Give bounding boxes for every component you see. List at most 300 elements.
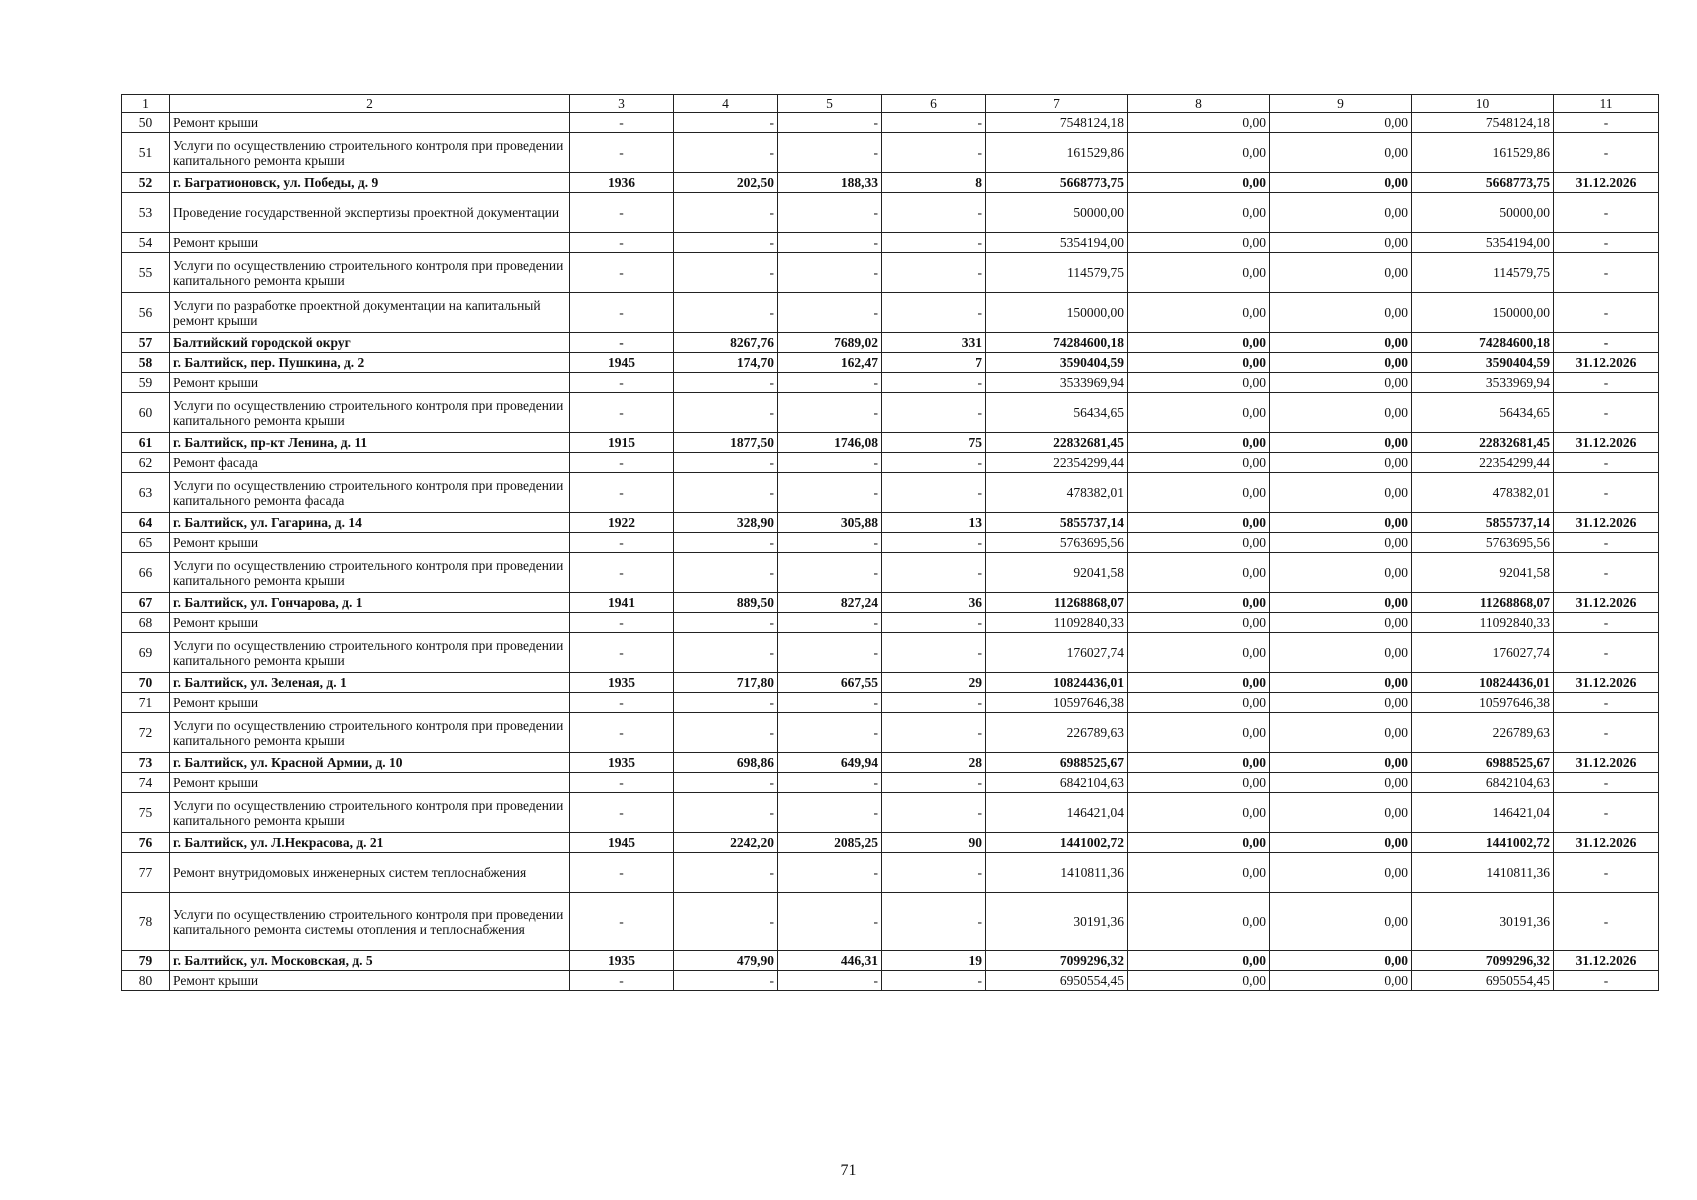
col3-cell: 1936: [570, 173, 674, 193]
work-name-cell: Ремонт крыши: [170, 613, 570, 633]
row-number-cell: 67: [122, 593, 170, 613]
row-number-cell: 69: [122, 633, 170, 673]
col5-cell: 162,47: [778, 353, 882, 373]
col3-cell: 1922: [570, 513, 674, 533]
col3-cell: -: [570, 133, 674, 173]
header-cell: 1: [122, 95, 170, 113]
col7-cell: 5763695,56: [986, 533, 1128, 553]
col7-cell: 7548124,18: [986, 113, 1128, 133]
row-number-cell: 62: [122, 453, 170, 473]
col6-cell: 75: [882, 433, 986, 453]
table-row-work: [122, 693, 1659, 713]
col11-cell: -: [1554, 693, 1659, 713]
col10-cell: 5668773,75: [1412, 173, 1554, 193]
col3-cell: -: [570, 453, 674, 473]
col11-cell: -: [1554, 633, 1659, 673]
col11-cell: -: [1554, 893, 1659, 951]
table-row-object: [122, 333, 1659, 353]
table-row-work: [122, 633, 1659, 673]
col8-cell: 0,00: [1128, 633, 1270, 673]
col9-cell: 0,00: [1270, 713, 1412, 753]
col8-cell: 0,00: [1128, 353, 1270, 373]
row-number-cell: 74: [122, 773, 170, 793]
col11-cell: 31.12.2026: [1554, 513, 1659, 533]
col3-cell: -: [570, 473, 674, 513]
col6-cell: -: [882, 693, 986, 713]
col3-cell: -: [570, 533, 674, 553]
col11-cell: 31.12.2026: [1554, 173, 1659, 193]
col5-cell: -: [778, 133, 882, 173]
col7-cell: 161529,86: [986, 133, 1128, 173]
table-row-work: [122, 233, 1659, 253]
col8-cell: 0,00: [1128, 971, 1270, 991]
col10-cell: 5855737,14: [1412, 513, 1554, 533]
col11-cell: -: [1554, 793, 1659, 833]
col5-cell: -: [778, 473, 882, 513]
col3-cell: -: [570, 893, 674, 951]
col7-cell: 1410811,36: [986, 853, 1128, 893]
col10-cell: 7099296,32: [1412, 951, 1554, 971]
col10-cell: 3590404,59: [1412, 353, 1554, 373]
col8-cell: 0,00: [1128, 673, 1270, 693]
col9-cell: 0,00: [1270, 393, 1412, 433]
work-name-cell: г. Балтийск, ул. Л.Некрасова, д. 21: [170, 833, 570, 853]
col8-cell: 0,00: [1128, 833, 1270, 853]
col7-cell: 11268868,07: [986, 593, 1128, 613]
col8-cell: 0,00: [1128, 853, 1270, 893]
col10-cell: 161529,86: [1412, 133, 1554, 173]
table-row-work: [122, 613, 1659, 633]
col4-cell: 8267,76: [674, 333, 778, 353]
col7-cell: 5668773,75: [986, 173, 1128, 193]
col9-cell: 0,00: [1270, 233, 1412, 253]
header-cell: 7: [986, 95, 1128, 113]
col9-cell: 0,00: [1270, 173, 1412, 193]
col10-cell: 5354194,00: [1412, 233, 1554, 253]
table-row-object: [122, 753, 1659, 773]
col11-cell: 31.12.2026: [1554, 833, 1659, 853]
page-number: 71: [840, 1162, 857, 1179]
row-number-cell: 57: [122, 333, 170, 353]
col9-cell: 0,00: [1270, 951, 1412, 971]
col7-cell: 7099296,32: [986, 951, 1128, 971]
table-row-work: [122, 553, 1659, 593]
table-row-work: [122, 971, 1659, 991]
col10-cell: 478382,01: [1412, 473, 1554, 513]
row-number-cell: 54: [122, 233, 170, 253]
col11-cell: -: [1554, 613, 1659, 633]
col7-cell: 30191,36: [986, 893, 1128, 951]
col5-cell: -: [778, 113, 882, 133]
col3-cell: -: [570, 233, 674, 253]
col5-cell: 667,55: [778, 673, 882, 693]
work-name-cell: Услуги по осуществлению строительного контроля при проведении капитального ремонта фасада: [170, 473, 570, 513]
col5-cell: 188,33: [778, 173, 882, 193]
col10-cell: 11268868,07: [1412, 593, 1554, 613]
col7-cell: 10824436,01: [986, 673, 1128, 693]
col10-cell: 6842104,63: [1412, 773, 1554, 793]
header-cell: 11: [1554, 95, 1659, 113]
col11-cell: 31.12.2026: [1554, 673, 1659, 693]
col5-cell: -: [778, 233, 882, 253]
col10-cell: 6988525,67: [1412, 753, 1554, 773]
table-row-work: [122, 473, 1659, 513]
col7-cell: 478382,01: [986, 473, 1128, 513]
col5-cell: -: [778, 893, 882, 951]
col9-cell: 0,00: [1270, 373, 1412, 393]
col4-cell: -: [674, 233, 778, 253]
work-name-cell: Услуги по осуществлению строительного контроля при проведении капитального ремонта крыши: [170, 133, 570, 173]
table-row-work: [122, 113, 1659, 133]
table-row-work: [122, 773, 1659, 793]
col9-cell: 0,00: [1270, 793, 1412, 833]
col9-cell: 0,00: [1270, 293, 1412, 333]
row-number-cell: 61: [122, 433, 170, 453]
table-row-object: [122, 951, 1659, 971]
col6-cell: -: [882, 253, 986, 293]
row-number-cell: 68: [122, 613, 170, 633]
col4-cell: 174,70: [674, 353, 778, 373]
col4-cell: -: [674, 113, 778, 133]
row-number-cell: 60: [122, 393, 170, 433]
col9-cell: 0,00: [1270, 193, 1412, 233]
work-name-cell: Услуги по осуществлению строительного контроля при проведении капитального ремонта крыши: [170, 553, 570, 593]
table-row-object: [122, 833, 1659, 853]
col6-cell: 90: [882, 833, 986, 853]
table-body: [122, 95, 1659, 991]
row-number-cell: 55: [122, 253, 170, 293]
col3-cell: -: [570, 113, 674, 133]
col10-cell: 114579,75: [1412, 253, 1554, 293]
table-row-work: [122, 373, 1659, 393]
col3-cell: -: [570, 613, 674, 633]
header-cell: 3: [570, 95, 674, 113]
col7-cell: 114579,75: [986, 253, 1128, 293]
col9-cell: 0,00: [1270, 353, 1412, 373]
repair-register-table: [121, 94, 1659, 991]
header-cell: 8: [1128, 95, 1270, 113]
col8-cell: 0,00: [1128, 593, 1270, 613]
col11-cell: -: [1554, 133, 1659, 173]
col3-cell: -: [570, 333, 674, 353]
col4-cell: -: [674, 453, 778, 473]
col11-cell: 31.12.2026: [1554, 951, 1659, 971]
col6-cell: -: [882, 133, 986, 173]
col5-cell: -: [778, 253, 882, 293]
col9-cell: 0,00: [1270, 533, 1412, 553]
table-row-work: [122, 253, 1659, 293]
col5-cell: -: [778, 293, 882, 333]
col6-cell: 19: [882, 951, 986, 971]
col10-cell: 226789,63: [1412, 713, 1554, 753]
col3-cell: 1935: [570, 673, 674, 693]
col9-cell: 0,00: [1270, 893, 1412, 951]
col11-cell: -: [1554, 293, 1659, 333]
col10-cell: 6950554,45: [1412, 971, 1554, 991]
col7-cell: 226789,63: [986, 713, 1128, 753]
col4-cell: -: [674, 553, 778, 593]
work-name-cell: г. Балтийск, ул. Красной Армии, д. 10: [170, 753, 570, 773]
col11-cell: 31.12.2026: [1554, 753, 1659, 773]
col8-cell: 0,00: [1128, 173, 1270, 193]
work-name-cell: Услуги по разработке проектной документации на капитальный ремонт крыши: [170, 293, 570, 333]
col10-cell: 22354299,44: [1412, 453, 1554, 473]
col6-cell: -: [882, 373, 986, 393]
work-name-cell: Ремонт фасада: [170, 453, 570, 473]
header-cell: 10: [1412, 95, 1554, 113]
table-row-work: [122, 193, 1659, 233]
col10-cell: 7548124,18: [1412, 113, 1554, 133]
col4-cell: 889,50: [674, 593, 778, 613]
col7-cell: 74284600,18: [986, 333, 1128, 353]
table-row-object: [122, 173, 1659, 193]
col6-cell: 36: [882, 593, 986, 613]
row-number-cell: 59: [122, 373, 170, 393]
col10-cell: 10824436,01: [1412, 673, 1554, 693]
col5-cell: 649,94: [778, 753, 882, 773]
col9-cell: 0,00: [1270, 473, 1412, 513]
col10-cell: 1410811,36: [1412, 853, 1554, 893]
table-row-work: [122, 453, 1659, 473]
table-row-work: [122, 533, 1659, 553]
work-name-cell: Ремонт крыши: [170, 373, 570, 393]
row-number-cell: 77: [122, 853, 170, 893]
col6-cell: -: [882, 533, 986, 553]
col7-cell: 5855737,14: [986, 513, 1128, 533]
col3-cell: -: [570, 253, 674, 293]
row-number-cell: 66: [122, 553, 170, 593]
col4-cell: -: [674, 713, 778, 753]
col3-cell: -: [570, 193, 674, 233]
col11-cell: -: [1554, 533, 1659, 553]
col4-cell: -: [674, 893, 778, 951]
row-number-cell: 75: [122, 793, 170, 833]
col7-cell: 146421,04: [986, 793, 1128, 833]
col6-cell: -: [882, 233, 986, 253]
col11-cell: 31.12.2026: [1554, 353, 1659, 373]
col10-cell: 11092840,33: [1412, 613, 1554, 633]
row-number-cell: 50: [122, 113, 170, 133]
row-number-cell: 71: [122, 693, 170, 713]
col10-cell: 150000,00: [1412, 293, 1554, 333]
col5-cell: -: [778, 633, 882, 673]
work-name-cell: г. Балтийск, пр-кт Ленина, д. 11: [170, 433, 570, 453]
col7-cell: 50000,00: [986, 193, 1128, 233]
col8-cell: 0,00: [1128, 693, 1270, 713]
col9-cell: 0,00: [1270, 253, 1412, 293]
col7-cell: 176027,74: [986, 633, 1128, 673]
col6-cell: 13: [882, 513, 986, 533]
col8-cell: 0,00: [1128, 753, 1270, 773]
col6-cell: -: [882, 893, 986, 951]
work-name-cell: Ремонт крыши: [170, 233, 570, 253]
col6-cell: -: [882, 113, 986, 133]
row-number-cell: 79: [122, 951, 170, 971]
col4-cell: 2242,20: [674, 833, 778, 853]
col6-cell: -: [882, 713, 986, 753]
col4-cell: 202,50: [674, 173, 778, 193]
col11-cell: -: [1554, 193, 1659, 233]
col11-cell: -: [1554, 253, 1659, 293]
col5-cell: -: [778, 713, 882, 753]
col5-cell: -: [778, 773, 882, 793]
col4-cell: -: [674, 793, 778, 833]
col9-cell: 0,00: [1270, 753, 1412, 773]
work-name-cell: Ремонт крыши: [170, 773, 570, 793]
col4-cell: -: [674, 971, 778, 991]
row-number-cell: 53: [122, 193, 170, 233]
work-name-cell: г. Балтийск, ул. Московская, д. 5: [170, 951, 570, 971]
col9-cell: 0,00: [1270, 593, 1412, 613]
col9-cell: 0,00: [1270, 113, 1412, 133]
row-number-cell: 72: [122, 713, 170, 753]
col4-cell: -: [674, 853, 778, 893]
col7-cell: 150000,00: [986, 293, 1128, 333]
col11-cell: -: [1554, 393, 1659, 433]
col11-cell: -: [1554, 773, 1659, 793]
col4-cell: -: [674, 693, 778, 713]
column-number-header: [122, 95, 1659, 113]
col10-cell: 3533969,94: [1412, 373, 1554, 393]
row-number-cell: 76: [122, 833, 170, 853]
table-row-work: [122, 853, 1659, 893]
col4-cell: -: [674, 613, 778, 633]
col4-cell: -: [674, 293, 778, 333]
col3-cell: -: [570, 773, 674, 793]
table-row-object: [122, 433, 1659, 453]
col4-cell: 479,90: [674, 951, 778, 971]
col5-cell: -: [778, 533, 882, 553]
col11-cell: -: [1554, 333, 1659, 353]
col5-cell: -: [778, 453, 882, 473]
table-row-work: [122, 393, 1659, 433]
col10-cell: 74284600,18: [1412, 333, 1554, 353]
col11-cell: -: [1554, 373, 1659, 393]
col4-cell: -: [674, 133, 778, 173]
col4-cell: -: [674, 253, 778, 293]
col3-cell: 1945: [570, 353, 674, 373]
col8-cell: 0,00: [1128, 113, 1270, 133]
col4-cell: -: [674, 473, 778, 513]
col7-cell: 3533969,94: [986, 373, 1128, 393]
col3-cell: -: [570, 713, 674, 753]
col4-cell: -: [674, 533, 778, 553]
col6-cell: -: [882, 393, 986, 433]
col7-cell: 56434,65: [986, 393, 1128, 433]
work-name-cell: г. Багратионовск, ул. Победы, д. 9: [170, 173, 570, 193]
col6-cell: 7: [882, 353, 986, 373]
col6-cell: -: [882, 453, 986, 473]
col3-cell: -: [570, 853, 674, 893]
work-name-cell: Услуги по осуществлению строительного контроля при проведении капитального ремонта системы отопления и теплоснабжения: [170, 893, 570, 951]
col5-cell: -: [778, 373, 882, 393]
col7-cell: 10597646,38: [986, 693, 1128, 713]
col9-cell: 0,00: [1270, 633, 1412, 673]
col8-cell: 0,00: [1128, 373, 1270, 393]
col4-cell: -: [674, 633, 778, 673]
col6-cell: -: [882, 633, 986, 673]
col4-cell: -: [674, 373, 778, 393]
col5-cell: 1746,08: [778, 433, 882, 453]
row-number-cell: 80: [122, 971, 170, 991]
row-number-cell: 51: [122, 133, 170, 173]
work-name-cell: г. Балтийск, ул. Гагарина, д. 14: [170, 513, 570, 533]
col8-cell: 0,00: [1128, 893, 1270, 951]
col11-cell: -: [1554, 453, 1659, 473]
col3-cell: 1941: [570, 593, 674, 613]
col5-cell: -: [778, 613, 882, 633]
col5-cell: -: [778, 553, 882, 593]
col5-cell: -: [778, 853, 882, 893]
table-row-work: [122, 893, 1659, 951]
col4-cell: 1877,50: [674, 433, 778, 453]
col4-cell: 698,86: [674, 753, 778, 773]
col10-cell: 30191,36: [1412, 893, 1554, 951]
row-number-cell: 58: [122, 353, 170, 373]
col7-cell: 22832681,45: [986, 433, 1128, 453]
col7-cell: 92041,58: [986, 553, 1128, 593]
row-number-cell: 78: [122, 893, 170, 951]
col4-cell: -: [674, 393, 778, 433]
work-name-cell: Ремонт крыши: [170, 971, 570, 991]
col7-cell: 6988525,67: [986, 753, 1128, 773]
col3-cell: 1915: [570, 433, 674, 453]
col7-cell: 1441002,72: [986, 833, 1128, 853]
col5-cell: 446,31: [778, 951, 882, 971]
col9-cell: 0,00: [1270, 453, 1412, 473]
col11-cell: 31.12.2026: [1554, 593, 1659, 613]
col5-cell: -: [778, 793, 882, 833]
col3-cell: -: [570, 553, 674, 593]
col6-cell: 8: [882, 173, 986, 193]
col8-cell: 0,00: [1128, 333, 1270, 353]
table-row-work: [122, 713, 1659, 753]
col8-cell: 0,00: [1128, 133, 1270, 173]
col11-cell: -: [1554, 473, 1659, 513]
col4-cell: 328,90: [674, 513, 778, 533]
col6-cell: -: [882, 193, 986, 233]
col6-cell: -: [882, 773, 986, 793]
table-row-object: [122, 593, 1659, 613]
work-name-cell: Ремонт крыши: [170, 693, 570, 713]
row-number-cell: 73: [122, 753, 170, 773]
col7-cell: 3590404,59: [986, 353, 1128, 373]
row-number-cell: 52: [122, 173, 170, 193]
col8-cell: 0,00: [1128, 513, 1270, 533]
col10-cell: 56434,65: [1412, 393, 1554, 433]
col8-cell: 0,00: [1128, 293, 1270, 333]
col11-cell: -: [1554, 553, 1659, 593]
col3-cell: -: [570, 633, 674, 673]
work-name-cell: Ремонт внутридомовых инженерных систем теплоснабжения: [170, 853, 570, 893]
col5-cell: -: [778, 193, 882, 233]
col3-cell: -: [570, 393, 674, 433]
col5-cell: 7689,02: [778, 333, 882, 353]
col7-cell: 6950554,45: [986, 971, 1128, 991]
work-name-cell: Ремонт крыши: [170, 113, 570, 133]
col10-cell: 176027,74: [1412, 633, 1554, 673]
col8-cell: 0,00: [1128, 713, 1270, 753]
row-number-cell: 56: [122, 293, 170, 333]
header-cell: 4: [674, 95, 778, 113]
col6-cell: -: [882, 293, 986, 333]
col10-cell: 146421,04: [1412, 793, 1554, 833]
col10-cell: 92041,58: [1412, 553, 1554, 593]
table-row-object: [122, 353, 1659, 373]
col7-cell: 5354194,00: [986, 233, 1128, 253]
col11-cell: -: [1554, 113, 1659, 133]
col4-cell: 717,80: [674, 673, 778, 693]
